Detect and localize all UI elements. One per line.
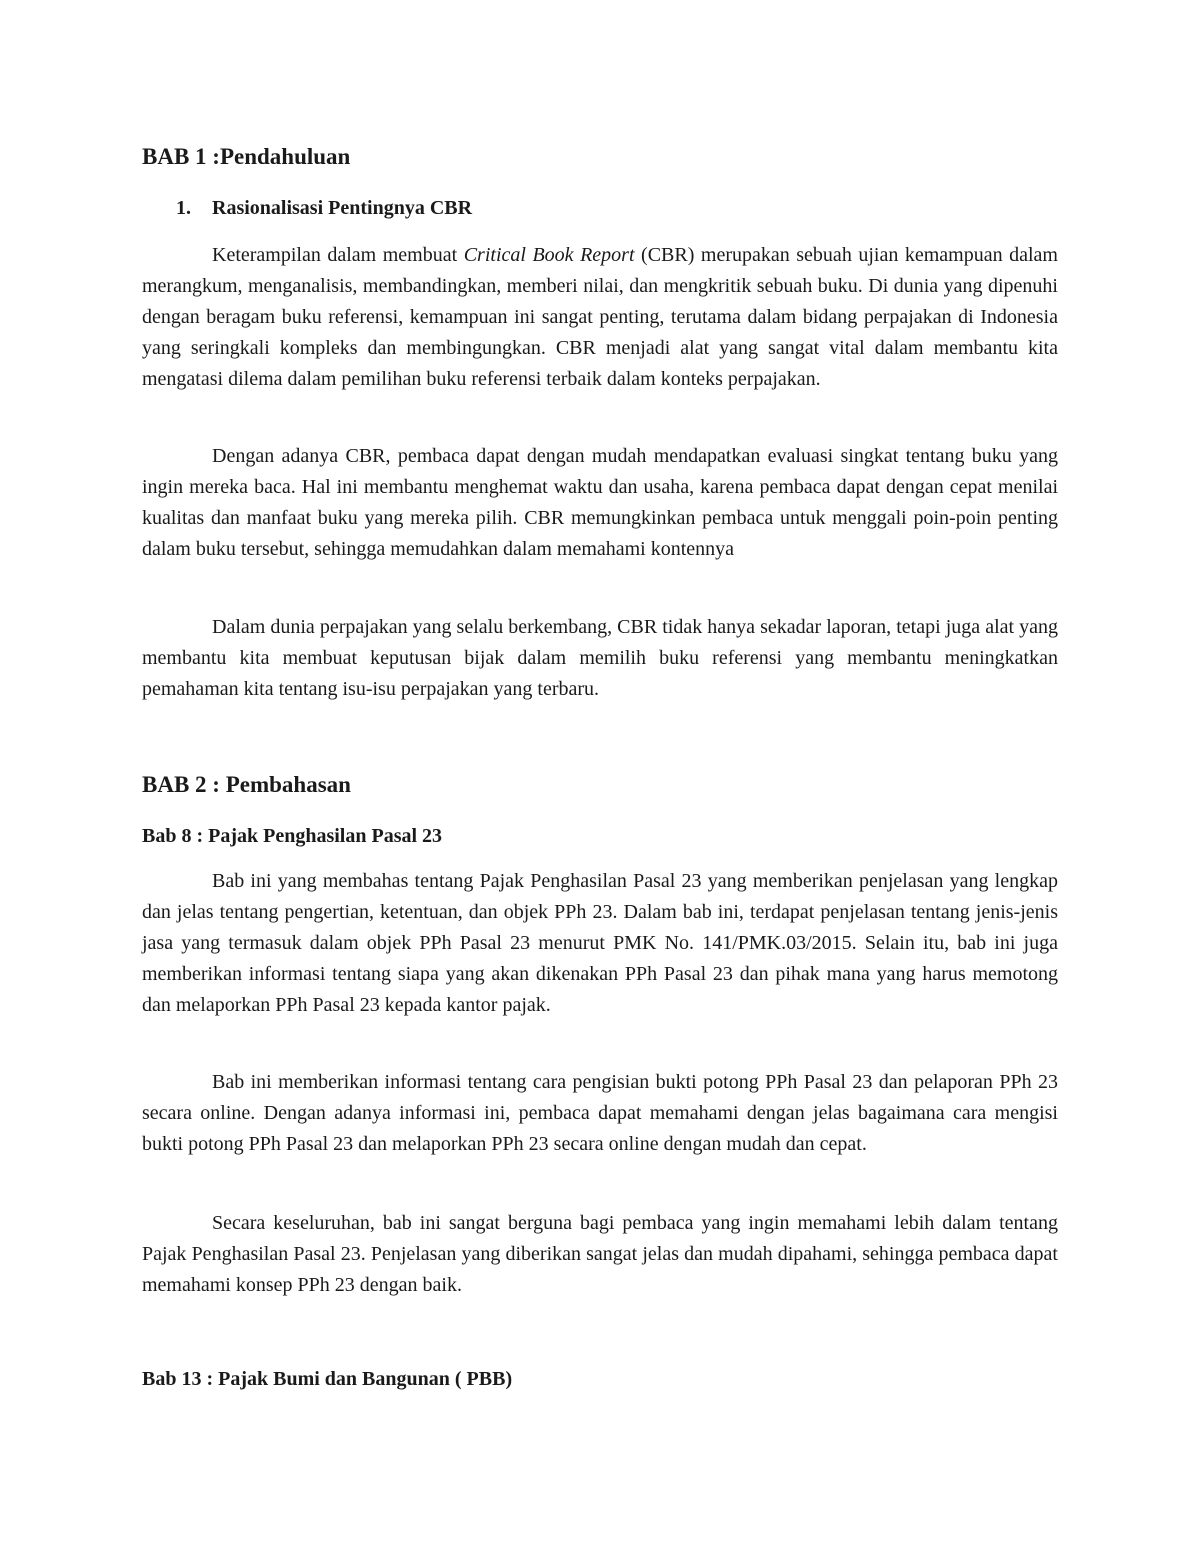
section-heading-rasionalisasi [176, 197, 472, 220]
bab1-paragraph-2: Dengan adanya CBR, pembaca dapat dengan mudah mendapatkan evaluasi singkat tentang buku yang ingin mereka baca. Hal ini membantu menghemat waktu dan usaha, karena pembaca dapat dengan cepat menilai kualitas dan manfaat buku yang mereka pilih. CBR memungkinkan pembaca untuk menggali poin-poin penting dalam buku tersebut, sehingga memudahkan dalam memahami kontennya [142, 445, 1058, 560]
bab8-paragraph-3: Secara keseluruhan, bab ini sangat berguna bagi pembaca yang ingin memahami lebih dalam tentang Pajak Penghasilan Pasal 23. Penjelasan yang diberikan sangat jelas dan mudah dipahami, sehingga pembaca dapat memahami konsep PPh 23 dengan baik. [142, 1212, 1058, 1296]
bab1-paragraph-3: Dalam dunia perpajakan yang selalu berkembang, CBR tidak hanya sekadar laporan, tetapi juga alat yang membantu kita membuat keputusan bijak dalam memilih buku referensi yang membantu meningkatkan pemahaman kita tentang isu-isu perpajakan yang terbaru. [142, 616, 1058, 700]
section-title: Rasionalisasi Pentingnya CBR [212, 197, 473, 219]
bab2-heading: BAB 2 : Pembahasan [142, 772, 351, 797]
bab8-paragraph-1: Bab ini yang membahas tentang Pajak Penghasilan Pasal 23 yang memberikan penjelasan yang lengkap dan jelas tentang pengertian, ketentuan, dan objek PPh 23. Dalam bab ini, terdapat penjelasan tentang jenis-jenis jasa yang termasuk dalam objek PPh Pasal 23 menurut PMK No. 141/PMK.03/2015. Selain itu, bab ini juga memberikan informasi tentang siapa yang akan dikenakan PPh Pasal 23 dan pihak mana yang harus memotong dan melaporkan PPh Pasal 23 kepada kantor pajak. [142, 870, 1058, 1016]
italic-term: Critical Book Report [463, 244, 635, 266]
paragraph-text: (CBR) merupakan sebuah ujian kemampuan dalam merangkum, menganalisis, membandingkan, memberi nilai, dan mengkritik sebuah buku. Di dunia yang dipenuhi dengan beragam buku referensi, kemampuan ini sangat penting, terutama dalam bidang perpajakan di Indonesia yang seringkali kompleks dan membingungkan. CBR menjadi alat yang sangat vital dalam membantu kita mengatasi dilema dalam pemilihan buku referensi terbaik dalam konteks perpajakan. [142, 244, 1058, 390]
bab1-heading: BAB 1 :Pendahuluan [142, 144, 351, 169]
bab13-heading: Bab 13 : Pajak Bumi dan Bangunan ( PBB) [142, 1368, 513, 1390]
bab1-paragraph-1 [142, 240, 1058, 395]
bab8-paragraph-2: Bab ini memberikan informasi tentang cara pengisian bukti potong PPh Pasal 23 dan pelaporan PPh 23 secara online. Dengan adanya informasi ini, pembaca dapat memahami dengan jelas bagaimana cara mengisi bukti potong PPh Pasal 23 dan melaporkan PPh 23 secara online dengan mudah dan cepat. [142, 1071, 1058, 1155]
section-number: 1. [176, 197, 191, 219]
paragraph-text: Keterampilan dalam membuat [212, 244, 464, 266]
bab8-heading: Bab 8 : Pajak Penghasilan Pasal 23 [142, 825, 443, 847]
